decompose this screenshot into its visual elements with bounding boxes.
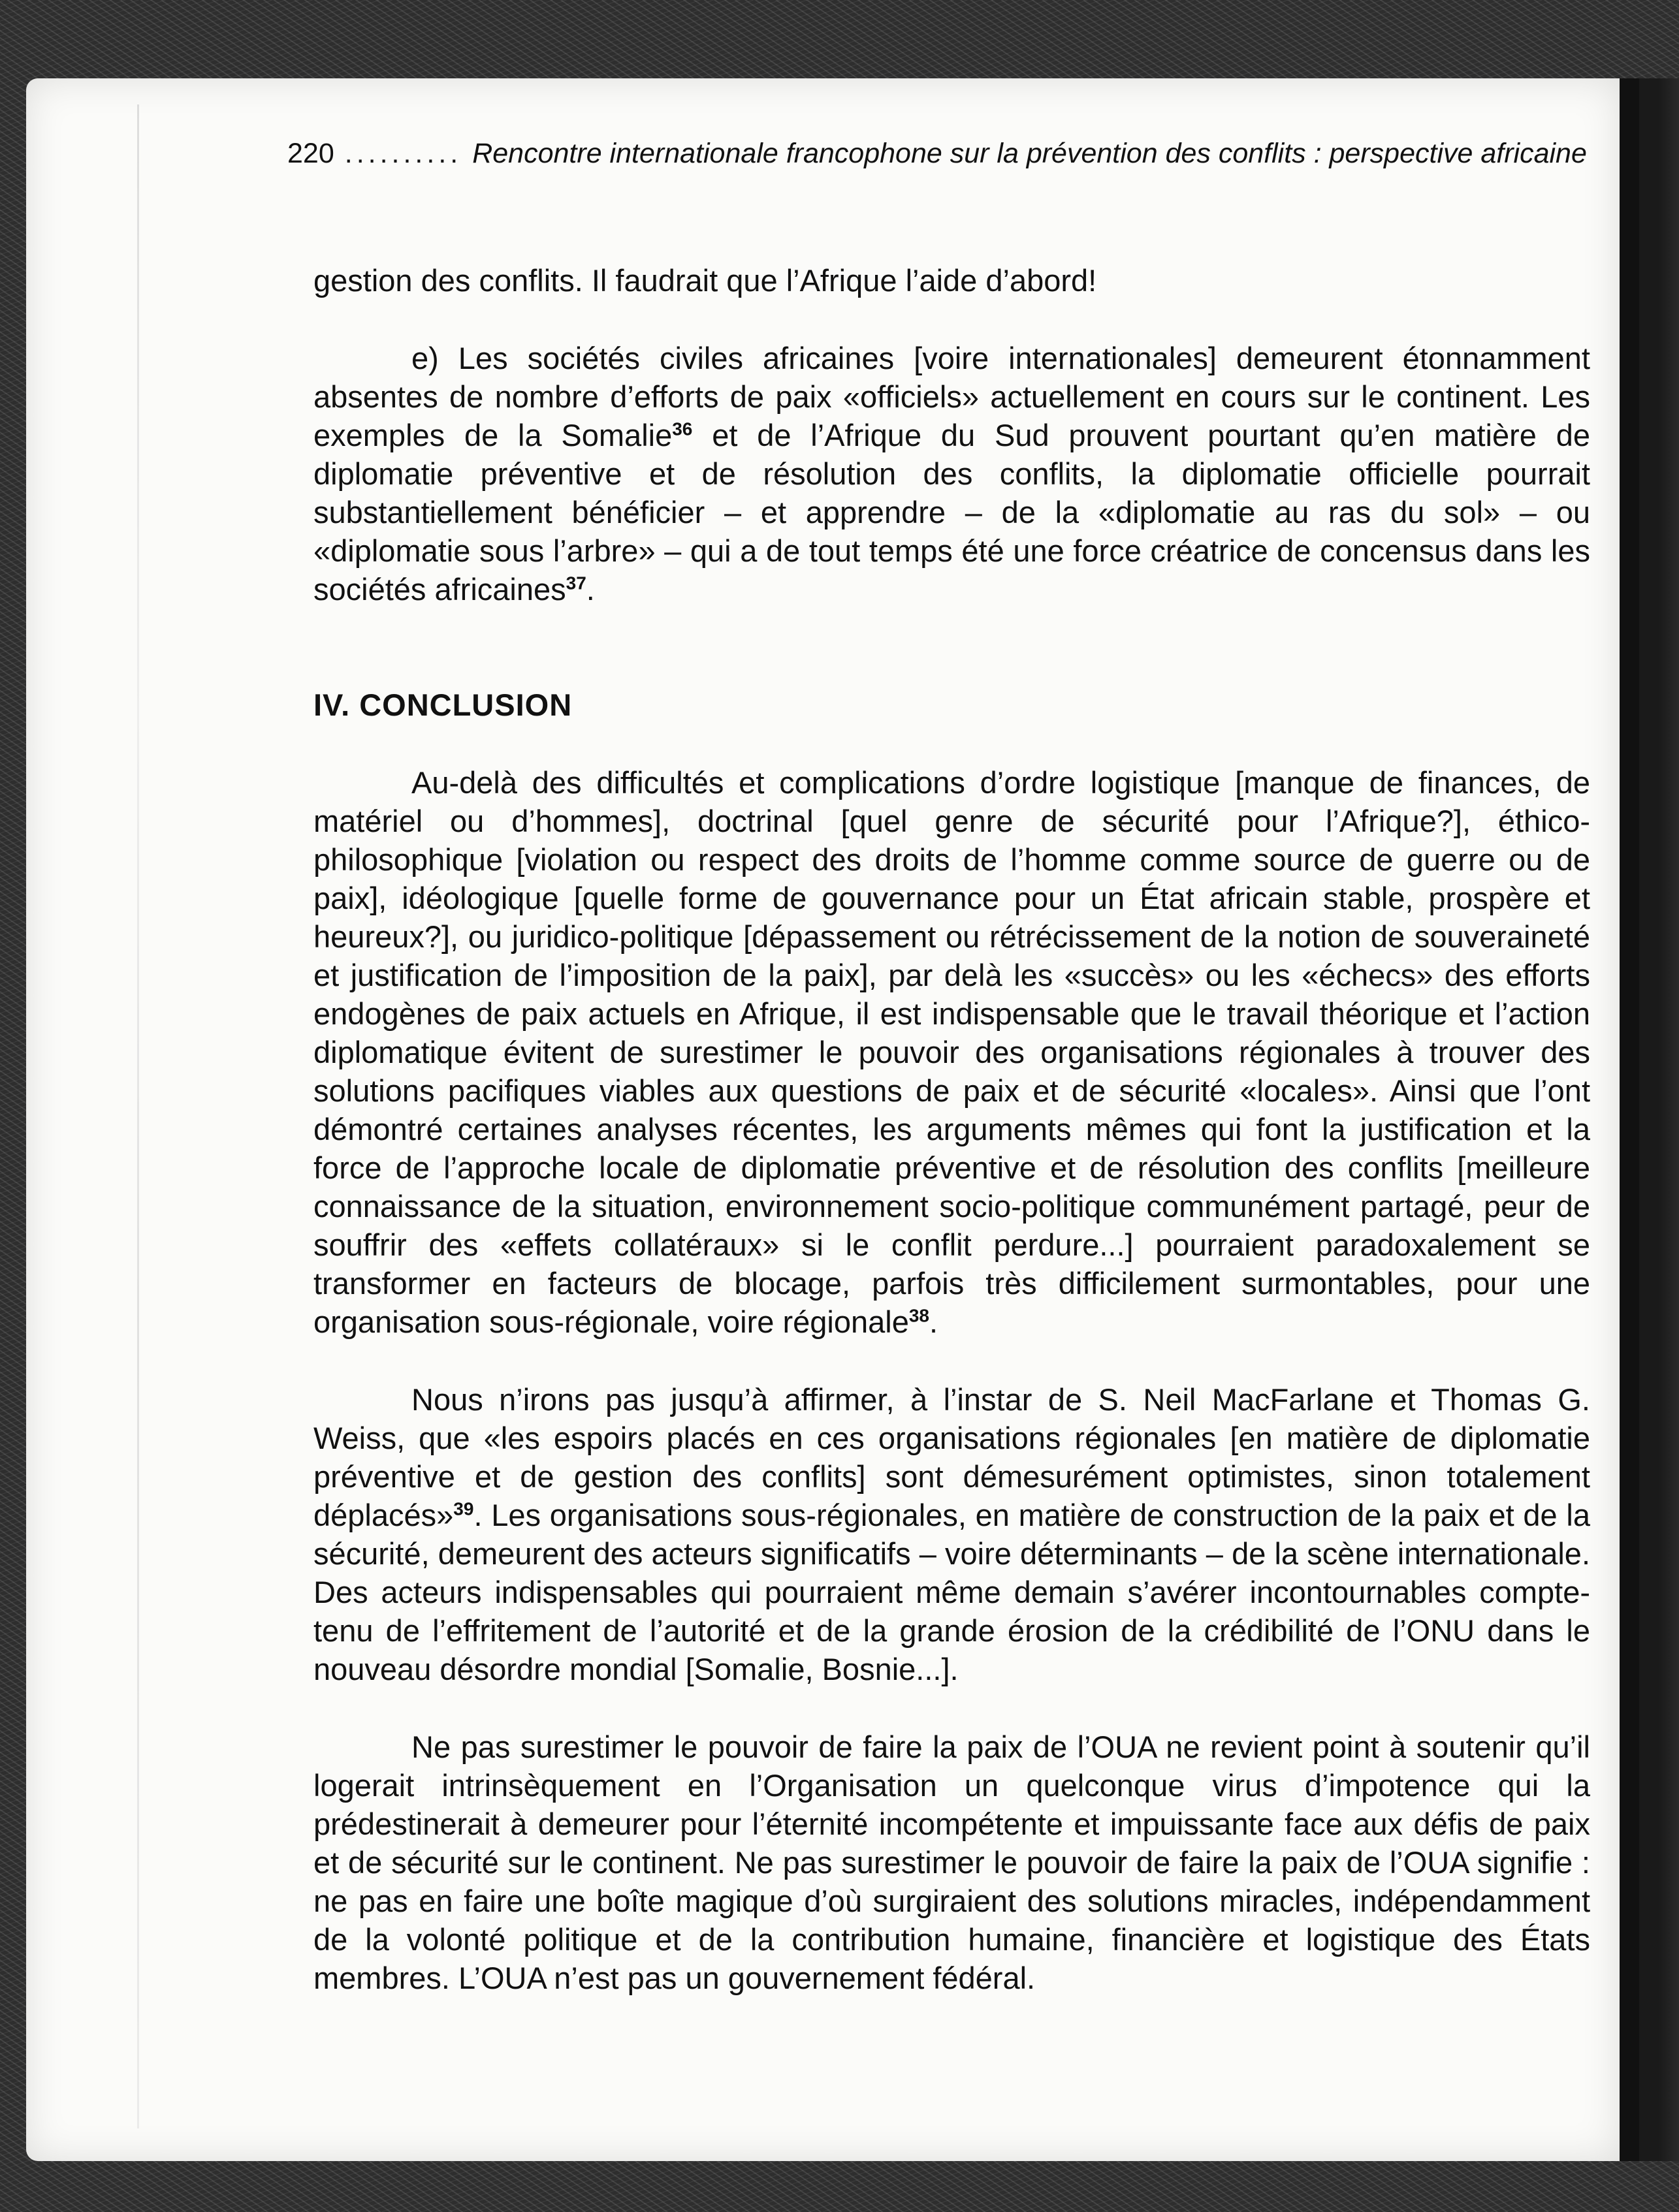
paragraph-text: e) Les sociétés civiles africaines [voire internationales] demeurent étonnamment absentes de nombre d’efforts de paix «officiels» actuellement en cours sur le continent. Les exemples de la Somalie	[313, 341, 1590, 452]
running-title: Rencontre internationale francophone sur la prévention des conflits : perspective africaine	[472, 138, 1587, 169]
footnote-ref-38: 38	[908, 1305, 929, 1326]
paragraph-conclusion-3: Ne pas surestimer le pouvoir de faire la paix de l’OUA ne revient point à soutenir qu’il logerait intrinsèquement en l’Organisation un quelconque virus d’impotence qui la prédestinerait à demeurer pour l’éternité incompétente et impuissante face aux défis de paix et de sécurité sur le continent. Ne pas surestimer le pouvoir de faire la paix de l’OUA signifie : ne pas en faire une boîte magique d’où surgiraient des solutions miracles, indépendamment de la volonté politique et de la contribution humaine, financière et logistique des États membres. L’OUA n’est pas un gouvernement fédéral.	[313, 1730, 1590, 1995]
paragraph-continuation: gestion des conflits. Il faudrait que l’Afrique l’aide d’abord!	[313, 263, 1097, 298]
header-leader-dots: ..........	[344, 138, 462, 169]
paragraph-text: Nous n’irons pas jusqu’à affirmer, à l’instar de S. Neil MacFarlane et Thomas G. Weiss, que «les espoirs placés en ces organisations régionales [en matière de diplomatie préventive et de gestion des conflits] sont démesurément optimistes, sinon totalement déplacés»	[313, 1382, 1590, 1532]
paragraph-text: et de l’Afrique du Sud prouvent pourtant qu’en matière de diplomatie préventive et de résolution des conflits, la diplomatie officielle pourrait substantiellement bénéficier – et apprendre – de la «diplomatie au ras du sol» – ou «diplomatie sous l’arbre» – qui a de tout temps été une force créatrice de concensus dans les sociétés africaines	[313, 418, 1590, 607]
body-text	[313, 261, 1590, 2036]
footnote-ref-36: 36	[672, 419, 693, 439]
paragraph-conclusion-1	[313, 763, 1590, 1341]
footnote-ref-39: 39	[453, 1498, 474, 1519]
paragraph-text: Au-delà des difficultés et complications d’ordre logistique [manque de finances, de matériel ou d’hommes], doctrinal [quel genre de sécurité pour l’Afrique?], éthico-philosophique [violation ou respect des droits de l’homme comme source de guerre ou de paix], idéologique [quelle forme de gouvernance pour un État africain stable, prospère et heureux?], ou juridico-politique [dépassement ou rétrécissement de la notion de souveraineté et justification de l’imposition de la paix], par delà les «succès» ou les «échecs» des efforts endogènes de paix actuels en Afrique, il est indispensable que le travail théorique et l’action diplomatique évitent de surestimer le pouvoir des organisations régionales à trouver des solutions pacifiques viables aux questions de paix et de sécurité «locales». Ainsi que l’ont démontré certaines analyses récentes, les arguments mêmes qui font la justification et la force de l’approche locale de diplomatie préventive et de résolution des conflits [meilleure connaissance de la situation, environnement socio-politique communément partagé, peur de souffrir des «effets collatéraux» si le conflit perdure...] pourraient paradoxalement se transformer en facteurs de blocage, parfois très difficilement surmontables, pour une organisation sous-régionale, voire régionale	[313, 765, 1590, 1339]
paragraph-text: . Les organisations sous-régionales, en matière de construction de la paix et de la sécurité, demeurent des acteurs significatifs – voire déterminants – de la scène internationale. Des acteurs indispensables qui pourraient même demain s’avérer incontournables compte-tenu de l’effritement de l’autorité et de la grande érosion de la crédibilité de l’ONU dans le nouveau désordre mondial [Somalie, Bosnie...].	[313, 1498, 1590, 1686]
page-number: 220	[287, 138, 334, 169]
paragraph-conclusion-2	[313, 1380, 1590, 1688]
paragraph-text: .	[586, 572, 595, 607]
footnote-ref-37: 37	[566, 573, 586, 593]
section-heading: IV. CONCLUSION	[313, 687, 573, 722]
book-spine	[1620, 78, 1679, 2161]
running-header	[287, 134, 1620, 173]
paragraph-text: .	[929, 1304, 938, 1339]
paragraph-civil-society	[313, 339, 1590, 608]
